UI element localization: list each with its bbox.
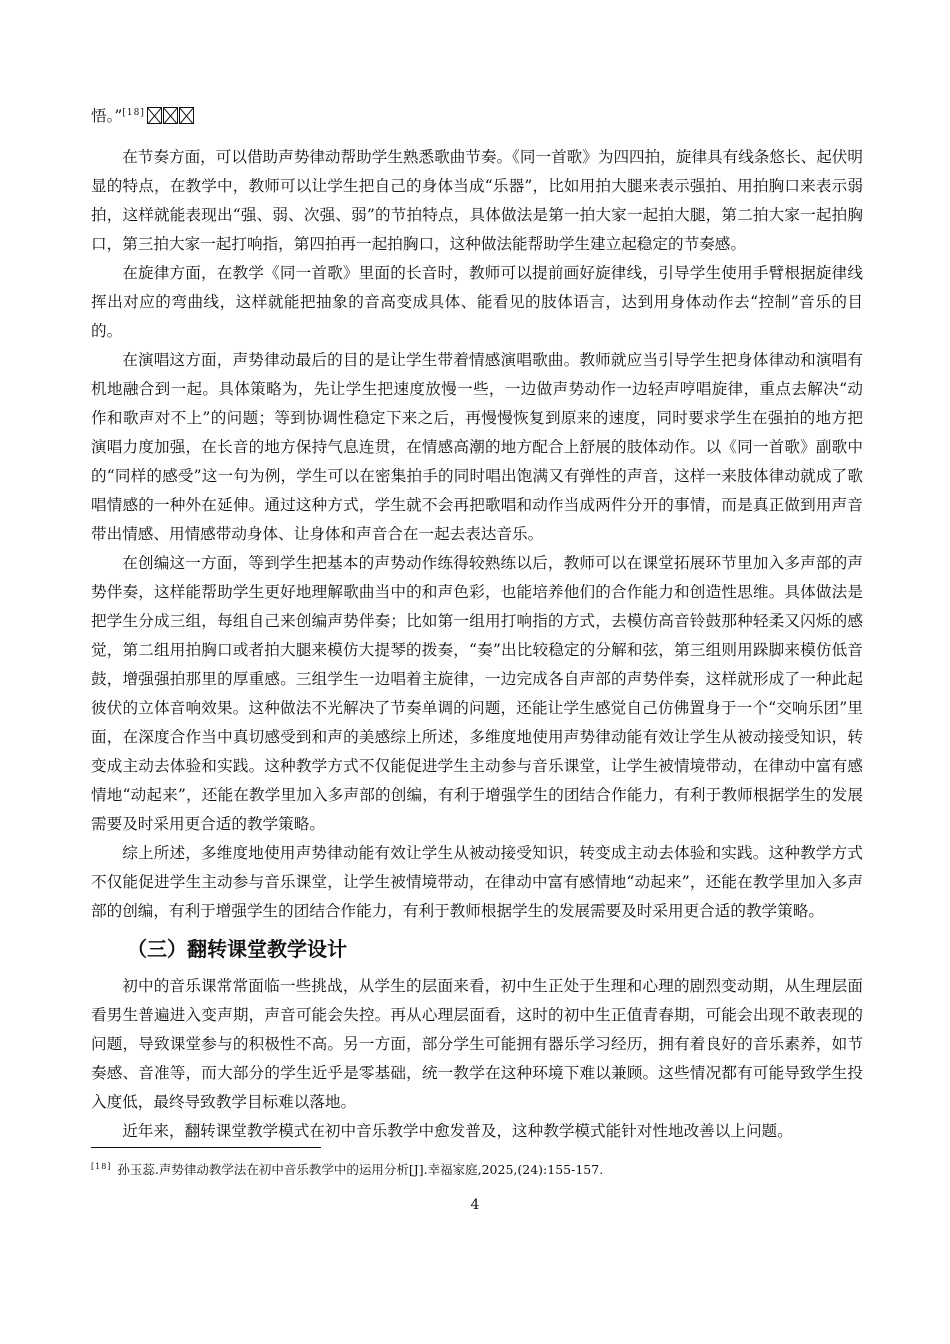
paragraph-flipped-classroom: 近年来，翻转课堂教学模式在初中音乐教学中愈发普及，这种教学模式能针对性地改善以上问题。 xyxy=(122,1122,793,1140)
continued-text: 悟。” xyxy=(91,107,123,125)
paragraph-summary: 综上所述，多维度地使用声势律动能有效让学生从被动接受知识，转变成主动去体验和实践。这种教学方式不仅能促进学生主动参与音乐课堂，让学生被情境带动，在律动中富有感情地“动起来”，还能在教学里加入多声部的创编，有利于增强学生的团结合作能力，有利于教师根据学生的发展需要及时采用更合适的教学策略。 xyxy=(91,844,863,920)
footnote-mark: [18] xyxy=(91,1162,112,1171)
paragraph-singing: 在演唱这方面，声势律动最后的目的是让学生带着情感演唱歌曲。教师就应当引导学生把身体律动和演唱有机地融合到一起。具体策略为，先让学生把速度放慢一些，一边做声势动作一边轻声哼唱旋律，重点去解决“动作和歌声对不上”的问题；等到协调性稳定下来之后，再慢慢恢复到原来的速度，同时要求学生在强拍的地方把演唱力度加强，在长音的地方保持气息连贯，在情感高潮的地方配合上舒展的肢体动作。以《同一首歌》副歌中的“同样的感受”这一句为例，学生可以在密集拍手的同时唱出饱满又有弹性的声音，这样一来肢体律动就成了歌唱情感的一种外在延伸。通过这种方式，学生就不会再把歌唱和动作当成两件分开的事情，而是真正做到用声音带出情感、用情感带动身体、让身体和声音合在一起去表达音乐。 xyxy=(91,351,863,543)
footnote xyxy=(91,1157,891,1180)
paragraph-creation: 在创编这一方面，等到学生把基本的声势动作练得较熟练以后，教师可以在课堂拓展环节里加入多声部的声势伴奏，这样能帮助学生更好地理解歌曲当中的和声色彩，也能培养他们的合作能力和创造性思维。具体做法是把学生分成三组，每组自己来创编声势伴奏；比如第一组用打响指的方式，去模仿高音铃鼓那种轻柔又闪烁的感觉，第二组用拍胸口或者拍大腿来模仿大提琴的拨奏，“奏”出比较稳定的分解和弦，第三组则用跺脚来模仿低音鼓，增强强拍那里的厚重感。三组学生一边唱着主旋律，一边完成各自声部的声势伴奏，这样就形成了一种此起彼伏的立体音响效果。这种做法不光解决了节奏单调的问题，还能让学生感觉自己仿佛置身于一个“交响乐团”里面，在深度合作当中真切感受到和声的美感综上所述，多维度地使用声势律动能有效让学生从被动接受知识，转变成主动去体验和实践。这种教学方式不仅能促进学生主动参与音乐课堂，让学生被情境带动，在律动中富有感情地“动起来”，还能在教学里加入多声部的创编，有利于增强学生的团结合作能力，有利于教师根据学生的发展需要及时采用更合适的教学策略。 xyxy=(91,554,863,833)
footnote-reference[interactable]: [18] xyxy=(122,107,145,118)
section-heading: （三）翻转课堂教学设计 xyxy=(127,937,347,961)
continued-line xyxy=(91,102,863,134)
broken-glyph-icon xyxy=(147,105,195,134)
paragraph-challenges: 初中的音乐课常常面临一些挑战，从学生的层面来看，初中生正处于生理和心理的剧烈变动期，从生理层面看男生普遍进入变声期，声音可能会失控。再从心理层面看，这时的初中生正值青春期，可能会出现不敢表现的问题，导致课堂参与的积极性不高。另一方面，部分学生可能拥有器乐学习经历，拥有着良好的音乐素养，如节奏感、音准等，而大部分的学生近乎是零基础，统一教学在这种环境下难以兼顾。这些情况都有可能导致学生投入度低，最终导致教学目标难以落地。 xyxy=(91,977,863,1111)
footnote-divider xyxy=(91,1147,321,1148)
page-number: 4 xyxy=(470,1197,480,1213)
paragraph-rhythm: 在节奏方面，可以借助声势律动帮助学生熟悉歌曲节奏。《同一首歌》为四四拍，旋律具有线条悠长、起伏明显的特点，在教学中，教师可以让学生把自己的身体当成“乐器”，比如用拍大腿来表示强拍、用拍胸口来表示弱拍，这样就能表现出“强、弱、次强、弱”的节拍特点，具体做法是第一拍大家一起拍大腿，第二拍大家一起拍胸口，第三拍大家一起打响指，第四拍再一起拍胸口，这种做法能帮助学生建立起稳定的节奏感。 xyxy=(91,148,863,253)
paragraph-melody: 在旋律方面，在教学《同一首歌》里面的长音时，教师可以提前画好旋律线，引导学生使用手臂根据旋律线挥出对应的弯曲线，这样就能把抽象的音高变成具体、能看见的肢体语言，达到用身体动作去“控制”音乐的目的。 xyxy=(91,264,863,340)
footnote-text: 孙玉蕊.声势律动教学法在初中音乐教学中的运用分析[J].幸福家庭,2025,(24):155-157. xyxy=(117,1162,604,1178)
body-text xyxy=(91,143,863,1146)
